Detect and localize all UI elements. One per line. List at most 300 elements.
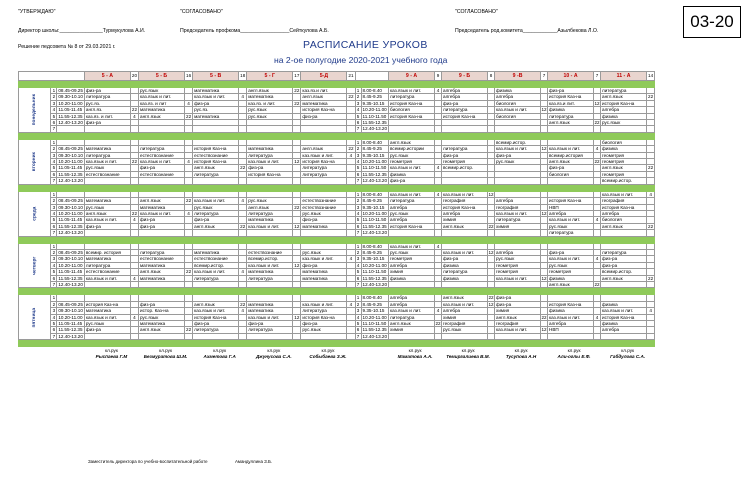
subject-cell: математика: [139, 321, 185, 327]
subject-cell: биология: [495, 100, 541, 106]
subject-cell: физ-ра: [139, 223, 185, 229]
subject-cell: история Каз-на: [601, 314, 647, 320]
subject-cell: рус.язык: [84, 204, 130, 210]
subject-cell: физ-ра: [442, 100, 488, 106]
subject-cell: история Каз-на: [84, 301, 130, 307]
class-teacher-label: кл.рук: [105, 347, 118, 353]
room-cell: 12: [541, 146, 547, 152]
subject-cell: каз.язык и лит.: [301, 152, 347, 158]
lesson-time-2: 10.20-11.00: [362, 314, 387, 320]
room-cell: 4: [130, 275, 138, 281]
subject-cell: алгебра: [601, 327, 647, 333]
lesson-number-2: 2: [356, 301, 360, 307]
subject-cell: геометрия: [601, 171, 647, 177]
class-name: 11 - А: [601, 72, 647, 81]
subject-cell: физ-ра: [84, 88, 130, 94]
class-teacher-name: Рыспаева Г.М: [95, 353, 128, 359]
room-cell: 22: [294, 88, 300, 93]
subject-cell: геометрия: [389, 256, 435, 262]
subject-cell: литература: [389, 314, 435, 320]
lesson-time-2: 8.00-8.40: [361, 88, 389, 94]
subject-cell: англ.язык: [139, 113, 185, 119]
class-teacher-label: кл.рук: [159, 347, 172, 353]
subject-cell: алгебра: [548, 210, 594, 216]
subject-cell: рус.язык: [139, 88, 185, 94]
subject-cell: география: [601, 198, 647, 204]
subject-cell: рус.язык: [389, 152, 435, 158]
room-cell: 12: [294, 262, 300, 268]
day-name: четверг: [31, 256, 37, 275]
subject-cell: всемир.истор.: [601, 269, 647, 275]
subject-cell: математика: [84, 146, 130, 152]
class-teacher-name: Темиргалиева В.М.: [446, 353, 490, 359]
room-cell: 4: [647, 191, 655, 197]
lesson-number-2: 6: [356, 275, 360, 281]
lesson-time-2: 11.55-12.35: [362, 120, 387, 126]
lesson-number: 7: [52, 333, 56, 339]
subject-cell: история Каз-на: [193, 314, 239, 320]
class-teacher-name: Безмуратова Ш.М.: [143, 353, 188, 359]
class-teacher-name: Габдулова С.А.: [610, 353, 646, 359]
subject-cell: каз.язык и лит.: [389, 88, 435, 94]
subject-cell: алгебра: [495, 198, 541, 204]
subject-cell: физ-ра: [301, 321, 347, 327]
lesson-number-2: 3: [356, 204, 360, 210]
subject-cell: литература: [442, 146, 488, 152]
subject-cell: физ-ра: [193, 100, 239, 106]
room-cell: 12: [594, 100, 600, 106]
subject-cell: каз.язык и лит.: [247, 314, 293, 320]
class-name: 5 - Б: [139, 72, 185, 81]
room-cell: 4: [239, 308, 247, 314]
subject-cell: рус.язык: [247, 107, 293, 113]
room-cell: 22: [648, 223, 654, 229]
subject-cell: каз.язык и лит.: [601, 191, 647, 197]
lesson-number: 6: [52, 223, 56, 229]
day-cell: [19, 191, 51, 236]
subject-cell: математика: [139, 262, 185, 268]
lesson-time-2: 11.10-11.50: [361, 217, 389, 223]
lesson-number-2: 1: [356, 88, 360, 93]
subject-cell: математика: [301, 269, 347, 275]
subject-cell: каз.язык и лит.: [84, 217, 130, 223]
subject-cell: каз.язык и лит.: [247, 159, 293, 165]
lesson-number: 4: [52, 210, 56, 216]
subject-cell: литература: [193, 210, 239, 216]
subject-cell: англ.язык: [389, 139, 435, 145]
lesson-number-2: 2: [356, 249, 360, 255]
subject-cell: каз.язык и лит.: [139, 210, 185, 216]
subject-cell: биология: [548, 171, 594, 177]
lesson-time-2: 9.35-10.15: [361, 204, 389, 210]
subject-cell: история Каз-на: [442, 204, 488, 210]
lesson-time-2: 9.35-10.15: [361, 256, 389, 262]
lesson-time-2: 10.20-11.00: [362, 210, 387, 216]
subject-cell: история Каз-на: [548, 301, 594, 307]
subject-cell: физика: [601, 321, 647, 327]
subject-cell: геометрия: [389, 159, 435, 165]
subject-cell: англ.язык: [139, 327, 185, 333]
subject-cell: математика: [139, 275, 185, 281]
lesson-number-2: 7: [356, 281, 360, 287]
lesson-time: 11.05-11.45: [57, 217, 85, 223]
lesson-time: 12.40-13.20: [58, 178, 83, 184]
room-cell: 4: [130, 217, 138, 223]
subject-cell: литература: [84, 94, 130, 100]
room-cell: 4: [347, 301, 355, 307]
lesson-number: 2: [52, 249, 56, 255]
subject-cell: каз.язык и лит.: [193, 269, 239, 275]
subject-cell: литература: [193, 327, 239, 333]
room-cell: 4: [435, 88, 442, 94]
lesson-number-2: 4: [356, 314, 360, 320]
subject-cell: физика: [548, 275, 594, 281]
subject-cell: англ.язык: [601, 275, 647, 281]
subject-cell: алгебра: [548, 321, 594, 327]
subject-cell: физ-ра: [442, 152, 488, 158]
schedule-table: [18, 71, 655, 359]
room-cell: 22: [186, 327, 192, 333]
subject-cell: физика: [442, 262, 488, 268]
subject-cell: каз.язык и лит.: [548, 146, 594, 152]
lesson-time: 11.55-12.35: [58, 171, 83, 177]
lesson-number: 1: [52, 243, 56, 249]
room-cell: 22: [240, 301, 246, 307]
lesson-time: 11.05-11.45: [57, 321, 85, 327]
lesson-number: 7: [52, 281, 56, 287]
subject-cell: литература: [301, 308, 347, 314]
subject-cell: литература: [247, 327, 293, 333]
subject-cell: физ-ра: [84, 223, 130, 229]
subject-cell: физ-ра: [301, 262, 347, 268]
subject-cell: география: [495, 321, 541, 327]
subject-cell: естествознание: [139, 152, 185, 158]
lesson-time-2: 8.00-8.40: [361, 295, 389, 301]
class-room: 8: [488, 72, 495, 81]
subject-cell: математика: [247, 269, 293, 275]
subject-cell: рус.язык: [301, 249, 347, 255]
subject-cell: англ.язык: [442, 295, 488, 301]
approve-label: "УТВЕРЖДАЮ": [18, 9, 56, 15]
subject-cell: история Каз-на: [247, 171, 293, 177]
page-subtitle: на 2-ое полугодие 2020-2021 учебного года: [274, 55, 448, 65]
subject-cell: алгебра: [389, 295, 435, 301]
lesson-number: 6: [52, 327, 56, 333]
lesson-number-2: 5: [356, 113, 360, 119]
subject-cell: биология: [389, 107, 435, 113]
class-name: 5 - Г: [247, 72, 293, 81]
subject-cell: каз.язык и лит.: [247, 223, 293, 229]
separator-bar: [19, 236, 655, 243]
class-name: 9 -В: [495, 72, 541, 81]
subject-cell: алгебра: [389, 217, 435, 223]
subject-cell: математика: [301, 223, 347, 229]
subject-cell: литература: [389, 198, 435, 204]
lesson-number: 3: [52, 256, 56, 262]
room-cell: 4: [185, 210, 193, 216]
subject-cell: алгебра: [495, 249, 541, 255]
lesson-number: 1: [52, 88, 56, 93]
subject-cell: англ.язык: [442, 223, 488, 229]
room-cell: 4: [435, 308, 442, 314]
subject-cell: алгебра: [389, 204, 435, 210]
subject-cell: физ-ра: [301, 217, 347, 223]
subject-cell: англ.язык: [389, 321, 435, 327]
lesson-time: 10.20-11.00: [58, 210, 83, 216]
lesson-number: 4: [52, 262, 56, 268]
day-separator: [19, 288, 655, 295]
lesson-time-2: 8.00-8.40: [361, 191, 389, 197]
lesson-number: 1: [52, 295, 56, 301]
day-separator: [19, 132, 655, 139]
subject-cell: каз.яз. и лит: [139, 100, 185, 106]
subject-cell: геометрия: [548, 269, 594, 275]
class-teacher-name: Тусупова А.Н: [505, 353, 537, 359]
separator-bar: [19, 184, 655, 191]
subject-cell: математика: [247, 308, 293, 314]
lesson-time-2: 12.40-13.20: [362, 230, 388, 236]
subject-cell: всемир.истор.: [601, 178, 647, 184]
lesson-time-2: 8.00-8.40: [361, 139, 389, 145]
subject-cell: естествознание: [247, 249, 293, 255]
lesson-number-2: 4: [356, 262, 360, 268]
room-cell: 4: [347, 256, 355, 262]
lesson-number: 5: [52, 165, 56, 171]
class-teacher-name: Джунусова С.А.: [255, 353, 292, 359]
class-teacher-name: Собыбаева З.Ж.: [309, 353, 347, 359]
lesson-time: 11.05-11.45: [57, 107, 85, 113]
page-title: РАСПИСАНИЕ УРОКОВ: [303, 39, 428, 51]
room-cell: 22: [131, 159, 138, 165]
room-cell: 4: [130, 113, 138, 119]
class-teacher-label: кл.рук: [321, 347, 335, 353]
lesson-time: 11.05-11.45: [57, 165, 85, 171]
day-separator: [19, 81, 655, 88]
subject-cell: геометрия: [601, 152, 647, 158]
room-cell: 4: [594, 314, 601, 320]
subject-cell: история Каз-на: [442, 113, 488, 119]
subject-cell: всемир.истор.: [495, 139, 541, 145]
subject-cell: геометрия: [495, 262, 541, 268]
class-teacher-label: кл.рук: [567, 347, 581, 353]
lesson-time: 12.40-13.20: [58, 333, 83, 339]
subject-cell: физ-ра: [601, 256, 647, 262]
lesson-time: 08.45-09.25: [58, 146, 83, 152]
subject-cell: рус.язык: [247, 113, 293, 119]
lesson-number: 7: [52, 178, 56, 184]
subject-cell: биология: [601, 139, 647, 145]
subject-cell: физика: [389, 275, 435, 281]
lesson-number-2: 3: [356, 256, 360, 262]
subject-cell: математика: [247, 94, 293, 100]
subject-cell: каз.язык и лит.: [495, 327, 541, 333]
subject-cell: каз.язык и лит.: [442, 249, 488, 255]
subject-cell: физ-ра: [139, 301, 185, 307]
lesson-number-2: 7: [356, 126, 360, 132]
subject-cell: англ.яз.: [84, 107, 130, 113]
subject-cell: рус.язык: [84, 165, 130, 171]
day-name: понедельник: [31, 94, 37, 126]
lesson-time-2: 8.45-9.25: [361, 198, 389, 204]
lesson-number-2: 7: [356, 178, 360, 184]
lesson-time-2: 11.10-11.50: [361, 321, 389, 327]
subject-cell: алгебра: [442, 210, 488, 216]
class-name: 9 - А: [389, 72, 435, 81]
subject-cell: физ-ра: [247, 165, 293, 171]
class-name: 5-Д: [301, 72, 347, 81]
subject-cell: англ.язык: [548, 159, 594, 165]
subject-cell: каз.язык и лит.: [442, 191, 488, 197]
lesson-number-2: 7: [356, 230, 360, 236]
lesson-time: 08.45-09.25: [58, 301, 83, 307]
subject-cell: алгебра: [601, 210, 647, 216]
lesson-number-2: 6: [356, 327, 360, 333]
lesson-time: 11.55-12.35: [58, 113, 83, 119]
subject-cell: физ-ра: [193, 217, 239, 223]
subject-cell: каз.язык и лит.: [84, 159, 130, 165]
subject-cell: литература: [548, 230, 594, 236]
subject-cell: математика: [301, 100, 347, 106]
subject-cell: естествознание: [84, 171, 130, 177]
lesson-time-2: 10.20-11.00: [362, 159, 387, 165]
class-room: 7: [594, 72, 601, 81]
class-header-row: [19, 72, 655, 81]
lesson-number: 7: [52, 230, 56, 236]
subject-cell: математика: [247, 146, 293, 152]
lesson-number-2: 2: [356, 94, 360, 100]
subject-cell: естествознание: [84, 269, 130, 275]
subject-cell: математика: [139, 107, 185, 113]
room-cell: 22: [648, 165, 654, 171]
subject-cell: биология: [601, 217, 647, 223]
lesson-time: 10.20-11.00: [58, 262, 83, 268]
lesson-time: 08.45-09.25: [58, 249, 83, 255]
subject-cell: история Каз-на: [389, 100, 435, 106]
subject-cell: каз.язык и лит.: [548, 314, 594, 320]
subject-cell: рус.язык: [495, 159, 541, 165]
subject-cell: математика: [193, 249, 239, 255]
subject-cell: математика: [193, 88, 239, 94]
lesson-time-2: 11.10-11.50: [361, 269, 389, 275]
subject-cell: каз.язык и лит.: [301, 301, 347, 307]
lesson-number-2: 5: [356, 321, 360, 326]
lesson-time: 09.30-10.10: [58, 256, 83, 262]
room-cell: 22: [131, 210, 138, 216]
room-cell: 22: [594, 120, 600, 126]
subject-cell: каз.язык и лит.: [548, 217, 594, 223]
lesson-time: 08.45-09.25: [58, 88, 83, 93]
subject-cell: математика: [301, 275, 347, 281]
subject-cell: история Каз-на: [548, 198, 594, 204]
room-cell: 22: [294, 100, 300, 106]
subject-cell: англ.язык: [139, 269, 185, 275]
subject-cell: физ-ра: [495, 152, 541, 158]
lesson-time-2: 12.40-13.20: [362, 281, 388, 287]
subject-cell: литература: [301, 165, 347, 171]
lesson-time: 08.45-09.25: [58, 198, 83, 204]
subject-cell: каз.язык и лит.: [389, 191, 435, 197]
class-teacher-label: кл.рук: [461, 347, 475, 353]
lesson-number-2: 4: [356, 159, 360, 165]
class-teacher-name: Маматова А.А.: [397, 353, 433, 359]
room-cell: 22: [488, 295, 494, 301]
lesson-number: 6: [52, 275, 56, 281]
class-room: 14: [647, 72, 655, 81]
subject-cell: алгебра: [442, 94, 488, 100]
subject-cell: физ-ра: [548, 165, 594, 171]
subject-cell: физика: [548, 308, 594, 314]
subject-cell: естествознание: [301, 198, 347, 204]
subject-cell: литература: [495, 217, 541, 223]
header-blank: [19, 72, 85, 81]
subject-cell: алгебра: [601, 107, 647, 113]
class-teacher-label: кл.рук: [267, 347, 281, 353]
union-line: Председатель профкома_________________Сейткулова А.Б.: [180, 28, 329, 34]
subject-cell: каз.язык и лит.: [389, 243, 435, 249]
lesson-time: 12.40-13.20: [58, 120, 83, 126]
lesson-time: 10.20-11.00: [58, 314, 83, 320]
subject-cell: литература: [139, 146, 185, 152]
class-teacher-label: кл.рук: [621, 347, 635, 353]
room-cell: 4: [435, 165, 442, 171]
header-blank-2: [355, 72, 389, 81]
subject-cell: литература: [84, 262, 130, 268]
subject-cell: химия: [495, 308, 541, 314]
room-cell: 22: [648, 275, 654, 281]
lesson-time: 11.55-12.35: [58, 223, 83, 229]
subject-cell: физика: [601, 146, 647, 152]
subject-cell: англ.язык: [193, 301, 239, 307]
room-cell: 4: [435, 191, 442, 197]
subject-cell: литература: [601, 88, 647, 94]
room-cell: 12: [541, 107, 547, 113]
lesson-time: 09.30-10.10: [58, 204, 83, 210]
subject-cell: естествознание: [139, 256, 185, 262]
subject-cell: литература: [601, 249, 647, 255]
lesson-number-2: 2: [356, 146, 360, 152]
director-line: Директор школы:_______________Турмукулова А.И.: [18, 28, 146, 34]
room-cell: 22: [186, 113, 192, 119]
subject-cell: математика: [84, 308, 130, 314]
class-name: 10 - А: [548, 72, 594, 81]
subject-cell: каз.язык и лит.: [139, 159, 185, 165]
lesson-number-2: 3: [356, 152, 360, 158]
subject-cell: рус.язык: [247, 198, 293, 204]
lesson-time-2: 11.10-11.50: [361, 113, 389, 119]
class-room: 16: [185, 72, 193, 81]
lesson-number: 1: [52, 191, 56, 197]
subject-cell: история Каз-на: [548, 94, 594, 100]
subject-cell: каз.язык и лит.: [601, 308, 647, 314]
lesson-time-2: 11.55-12.35: [362, 327, 387, 333]
lesson-time-2: 9.35-10.15: [361, 308, 389, 314]
lesson-number-2: 1: [356, 139, 360, 145]
room-cell: 22: [435, 321, 441, 326]
separator-bar: [19, 81, 655, 88]
room-cell: 12: [541, 327, 547, 333]
subject-cell: англ.язык: [193, 223, 239, 229]
subject-cell: естествознание: [301, 204, 347, 210]
subject-cell: физ-ра: [548, 249, 594, 255]
lesson-number-2: 3: [356, 308, 360, 314]
subject-cell: рус.язык: [548, 223, 594, 229]
lesson-time: 11.55-12.35: [58, 327, 83, 333]
lesson-number-2: 5: [356, 269, 360, 275]
subject-cell: история Каз-на: [301, 159, 347, 165]
subject-cell: рус.язык: [139, 314, 185, 320]
parents-line: Председатель род.комитета____________Азылбекова Л.О.: [455, 28, 599, 34]
lesson-time: 11.05-11.45: [57, 269, 85, 275]
